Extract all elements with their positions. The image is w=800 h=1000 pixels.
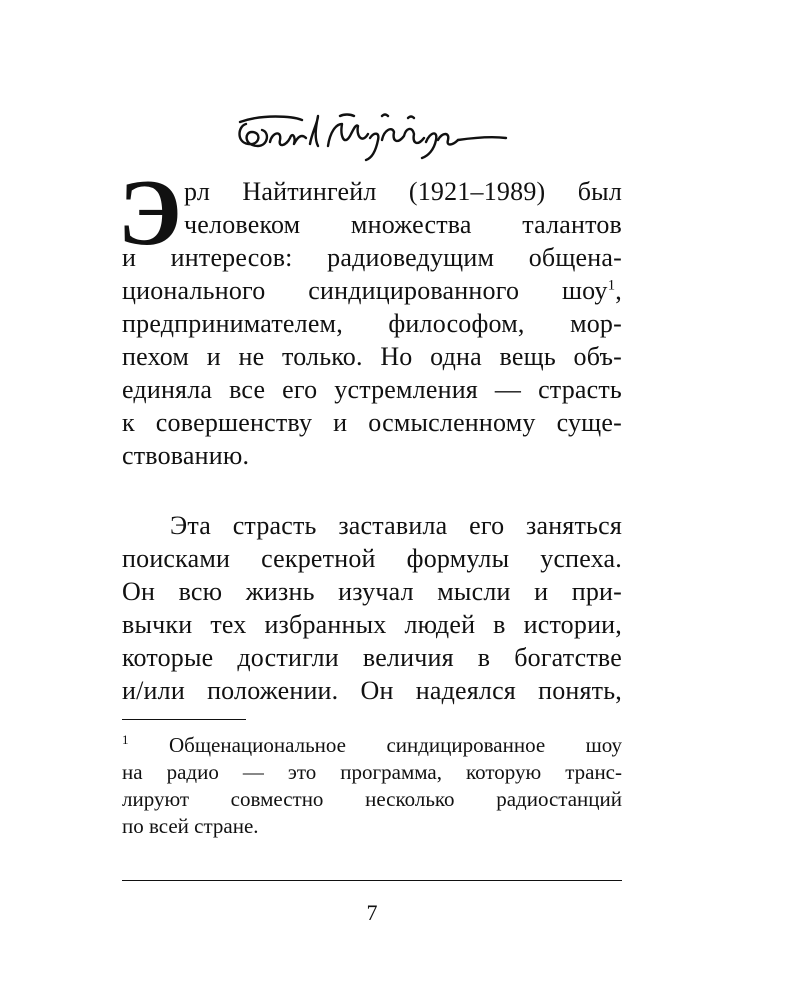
footnote [122, 732, 622, 840]
drop-cap-letter: Э [118, 161, 182, 265]
signature-svg [232, 102, 512, 162]
paragraph-line: которые достигли величия в богатстве [122, 643, 622, 672]
footnote-marker: 1 [122, 732, 129, 747]
footnote-reference[interactable]: 1 [607, 277, 616, 294]
footnote-line: по всей стране. [122, 814, 259, 838]
footnote-line: лируют совместно несколько радиостанций [122, 787, 622, 811]
paragraph-line: человеком множества талантов [184, 210, 622, 239]
paragraph-line: вычки тех избранных людей в истории, [122, 610, 622, 639]
paragraph-line: Он всю жизнь изучал мысли и при- [122, 577, 622, 606]
paragraph-line: и/или положении. Он надеялся понять, [122, 676, 622, 705]
page-footer-divider [122, 880, 622, 881]
paragraph-line: Эта страсть заставила его заняться [170, 511, 622, 540]
footnote-text: Общенациональное синдицированное шоу [168, 733, 623, 757]
paragraph-line: поисками секретной формулы успеха. [122, 544, 622, 573]
signature-image [232, 102, 512, 162]
punctuation: , [615, 276, 622, 305]
paragraph-line: единяла все его устремления — страсть [122, 375, 622, 404]
footnote-line [122, 732, 622, 759]
paragraph-2 [122, 509, 622, 707]
paragraph-line: к совершенству и осмысленному суще- [122, 408, 622, 437]
paragraph-line: предпринимателем, философом, мор- [122, 309, 622, 338]
paragraph-line: пехом и не только. Но одна вещь объ- [122, 342, 622, 371]
paragraph-line: и интересов: радиоведущим общена- [122, 243, 622, 272]
paragraph-1 [122, 175, 622, 472]
paragraph-line: ствованию. [122, 441, 250, 470]
paragraph-line-text: ционального синдицированного шоу [122, 276, 608, 305]
page-number: 7 [366, 900, 378, 925]
paragraph-line-with-footnote [122, 274, 622, 307]
paragraph-line: рл Найтингейл (1921–1989) был [184, 177, 622, 206]
footnote-divider [122, 719, 246, 720]
footnote-line: на радио — это программа, которую транс- [122, 760, 622, 784]
